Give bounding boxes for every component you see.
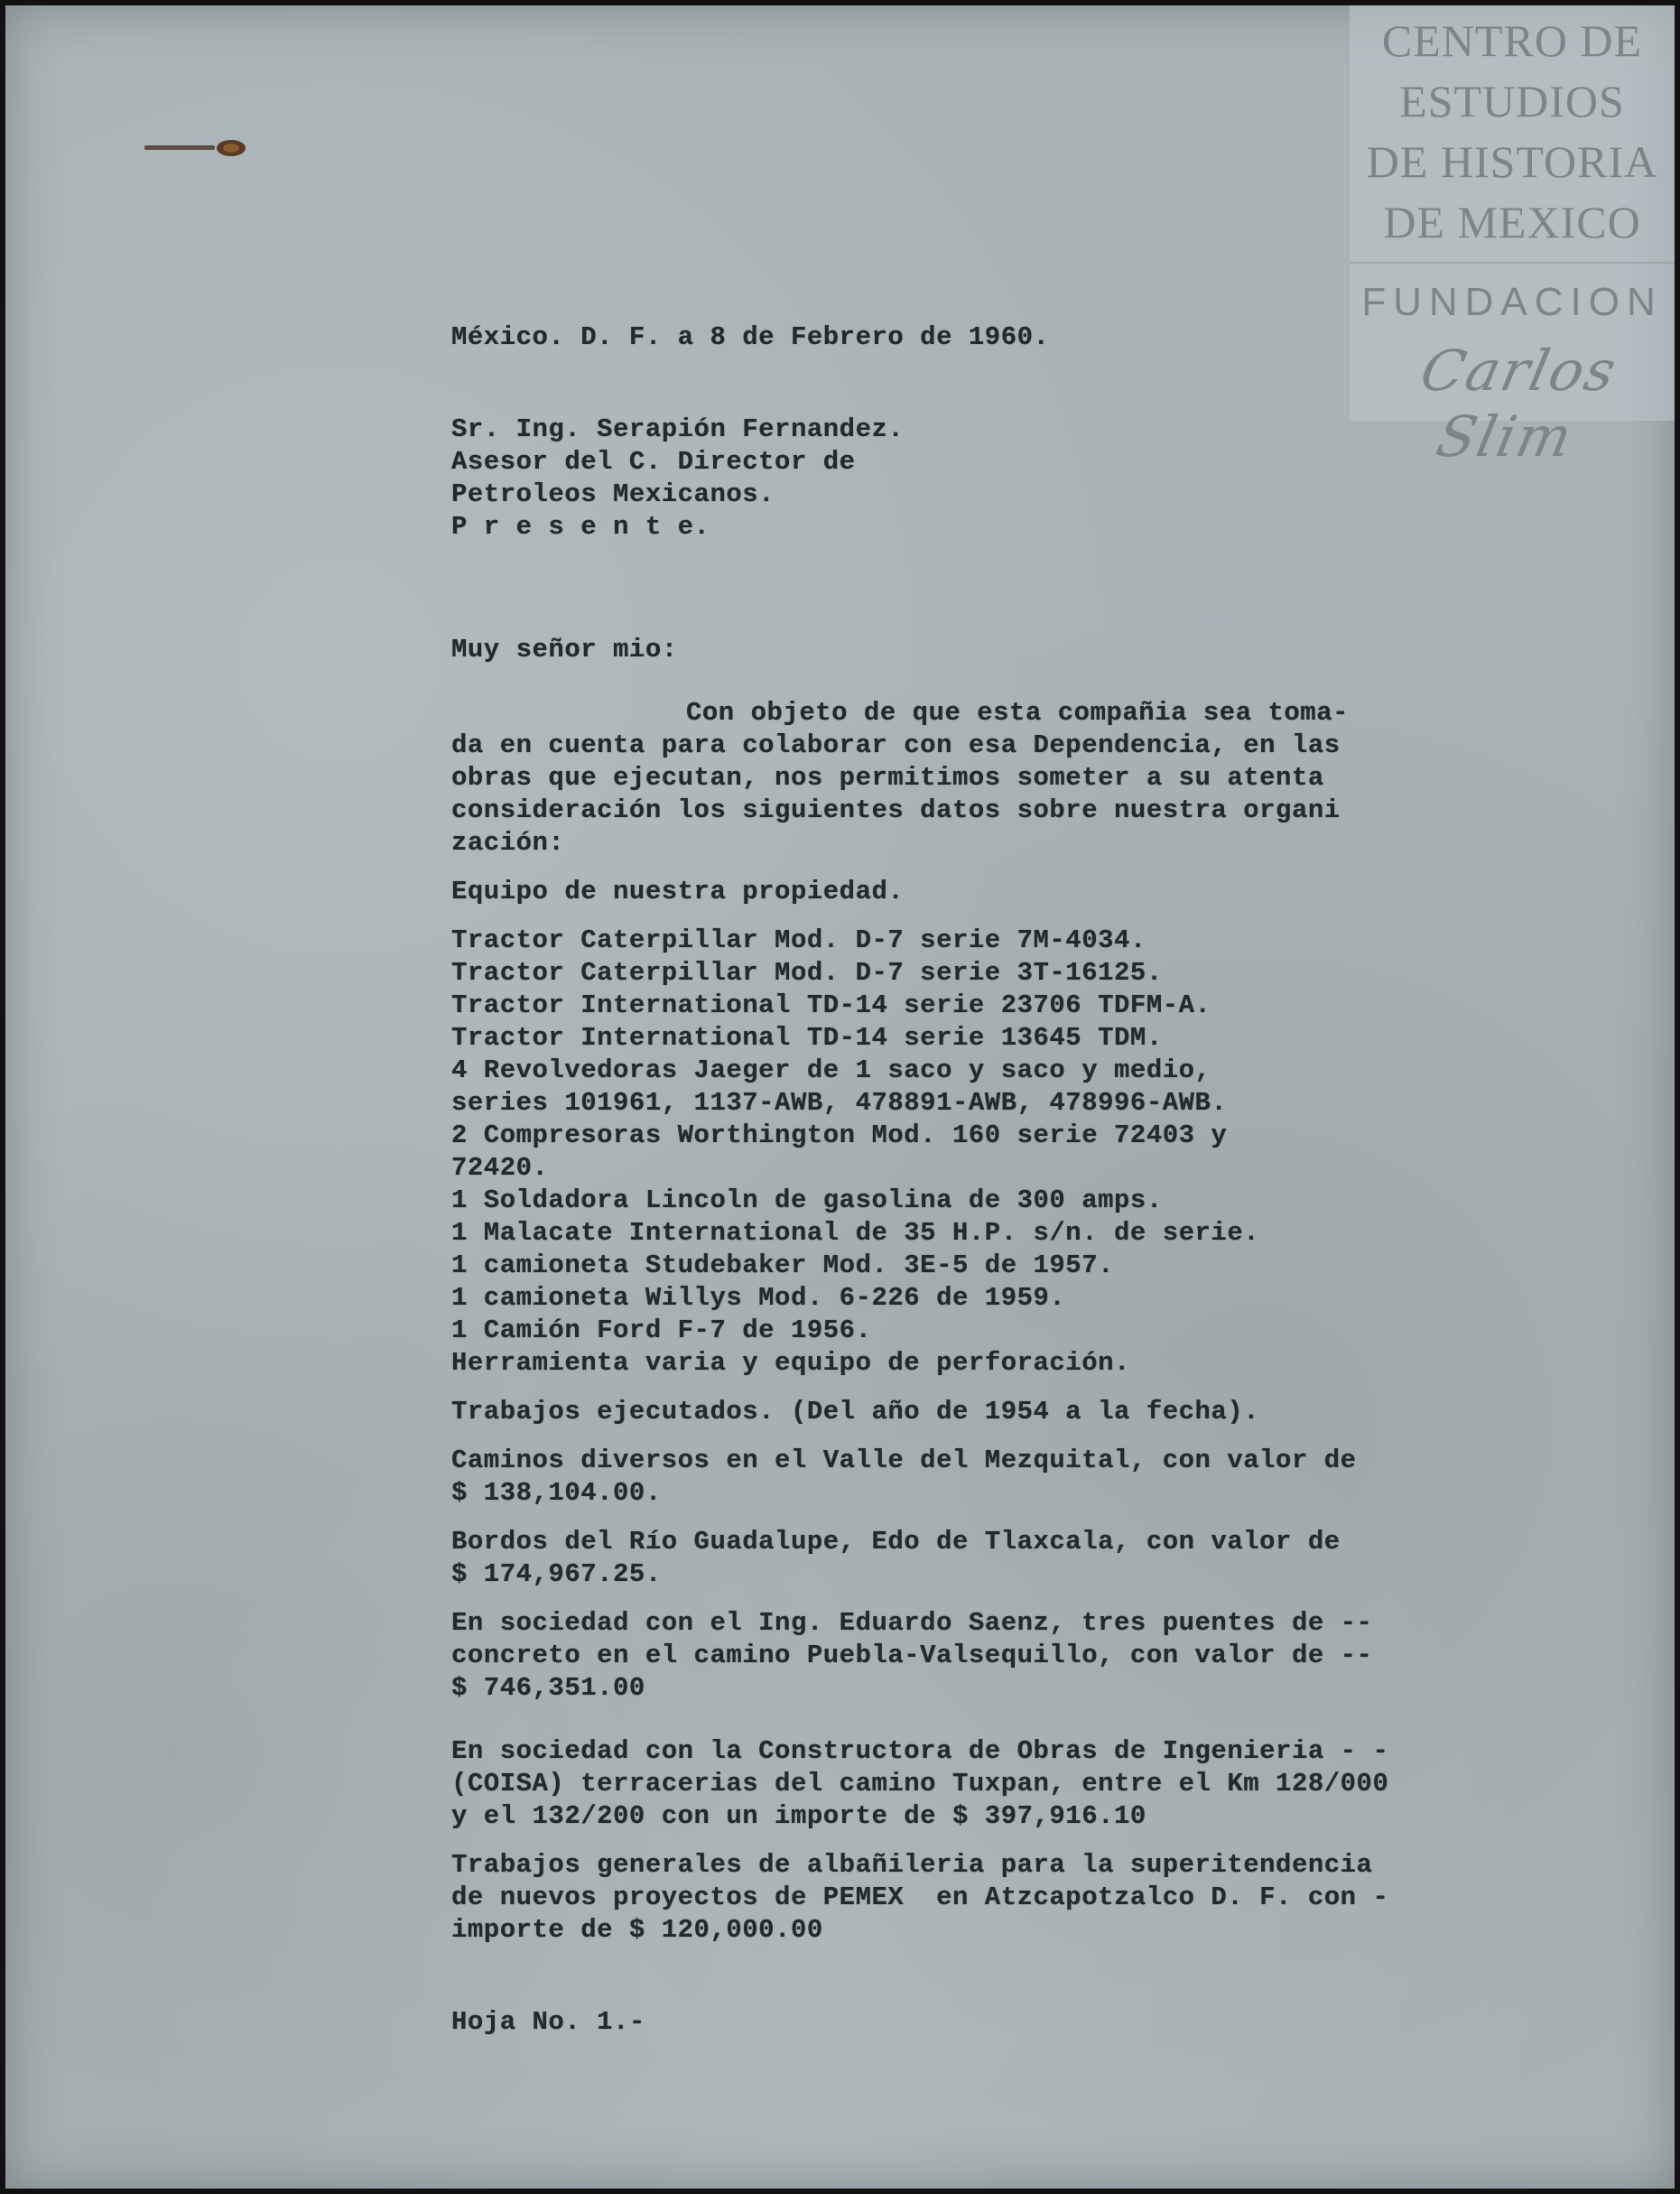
work-line: En sociedad con la Constructora de Obras de Ingenieria - - bbox=[451, 1736, 1389, 1766]
work-item bbox=[451, 1735, 1517, 1833]
equipment-item: Tractor International TD-14 serie 13645 TDM. bbox=[451, 1023, 1163, 1053]
work-line: de nuevos proyectos de PEMEX en Atzcapotzalco D. F. con - bbox=[451, 1883, 1389, 1912]
rust-stain-icon bbox=[141, 137, 258, 159]
intro-line: obras que ejecutan, nos permitimos someter a su atenta bbox=[451, 763, 1324, 793]
work-line: En sociedad con el Ing. Eduardo Saenz, tres puentes de -- bbox=[451, 1608, 1373, 1638]
work-line: (COISA) terracerias del camino Tuxpan, entre el Km 128/000 bbox=[451, 1769, 1389, 1799]
equipment-item: Tractor International TD-14 serie 23706 TDFM-A. bbox=[451, 990, 1211, 1020]
work-line: concreto en el camino Puebla-Valsequillo, con valor de -- bbox=[451, 1641, 1373, 1670]
equipment-item: 1 camioneta Studebaker Mod. 3E-5 de 1957. bbox=[451, 1250, 1115, 1280]
intro-line: da en cuenta para colaborar con esa Dependencia, en las bbox=[451, 730, 1341, 760]
work-item bbox=[451, 1849, 1517, 1947]
letter-date: México. D. F. a 8 de Febrero de 1960. bbox=[451, 322, 1050, 352]
equipment-item: 1 Camión Ford F-7 de 1956. bbox=[451, 1315, 872, 1345]
equipment-item: 1 camioneta Willys Mod. 6-226 de 1959. bbox=[451, 1283, 1066, 1313]
work-value: $ 138,104.00. bbox=[451, 1478, 662, 1508]
stamp-line: DE MEXICO bbox=[1383, 197, 1641, 247]
equipment-item: series 101961, 1137-AWB, 478891-AWB, 478996-AWB. bbox=[451, 1088, 1228, 1118]
letter-body bbox=[451, 321, 1517, 2039]
work-value: $ 746,351.00 bbox=[451, 1673, 645, 1703]
recipient-line: Petroleos Mexicanos. bbox=[451, 479, 775, 509]
work-item bbox=[451, 1526, 1517, 1591]
stamp-signature: Carlos Slim bbox=[1415, 338, 1624, 469]
works-heading: Trabajos ejecutados. (Del año de 1954 a la fecha). bbox=[451, 1397, 1260, 1427]
intro-line: consideración los siguientes datos sobre nuestra organi bbox=[451, 795, 1341, 825]
archive-name-block bbox=[1350, 5, 1675, 264]
recipient-line: Asesor del C. Director de bbox=[451, 447, 856, 477]
equipment-item: 2 Compresoras Worthington Mod. 160 serie 72403 y bbox=[451, 1120, 1228, 1150]
intro-paragraph bbox=[451, 697, 1517, 860]
work-value: $ 174,967.25. bbox=[451, 1559, 662, 1589]
stamp-foundation: FUNDACION bbox=[1361, 280, 1663, 324]
work-line: Trabajos generales de albañileria para la superitendencia bbox=[451, 1850, 1373, 1880]
work-item bbox=[451, 1445, 1517, 1510]
intro-line: Con objeto de que esta compañia sea toma- bbox=[686, 698, 1350, 728]
work-line: Bordos del Río Guadalupe, Edo de Tlaxcala, con valor de bbox=[451, 1527, 1341, 1557]
stamp-line: CENTRO DE bbox=[1381, 15, 1643, 66]
equipment-item: 4 Revolvedoras Jaeger de 1 saco y saco y medio, bbox=[451, 1055, 1211, 1085]
salutation: Muy señor mio: bbox=[451, 635, 678, 665]
work-line: Caminos diversos en el Valle del Mezquital, con valor de bbox=[451, 1446, 1357, 1475]
equipment-item: 1 Soldadora Lincoln de gasolina de 300 amps. bbox=[451, 1185, 1163, 1215]
equipment-list bbox=[451, 925, 1517, 1380]
work-item bbox=[451, 1607, 1517, 1705]
document-page bbox=[5, 5, 1675, 2189]
equipment-item: Tractor Caterpillar Mod. D-7 serie 7M-4034. bbox=[451, 925, 1146, 955]
stamp-line: ESTUDIOS bbox=[1399, 76, 1625, 126]
recipient-line: Sr. Ing. Serapión Fernandez. bbox=[451, 414, 905, 444]
equipment-item: 1 Malacate International de 35 H.P. s/n. de serie. bbox=[451, 1218, 1260, 1248]
equipment-item: Herramienta varia y equipo de perforación. bbox=[451, 1348, 1130, 1378]
equipment-item: Tractor Caterpillar Mod. D-7 serie 3T-16125. bbox=[451, 958, 1163, 988]
recipient-block bbox=[451, 414, 1517, 544]
intro-line: zación: bbox=[451, 828, 565, 858]
equipment-item: 72420. bbox=[451, 1153, 549, 1183]
work-line: y el 132/200 con un importe de $ 397,916.10 bbox=[451, 1801, 1146, 1831]
work-line: importe de $ 120,000.00 bbox=[451, 1915, 823, 1945]
stamp-line: DE HISTORIA bbox=[1366, 136, 1658, 187]
page-number-note: Hoja No. 1.- bbox=[451, 2007, 645, 2037]
equipment-heading: Equipo de nuestra propiedad. bbox=[451, 877, 905, 906]
recipient-line: P r e s e n t e. bbox=[451, 512, 710, 542]
